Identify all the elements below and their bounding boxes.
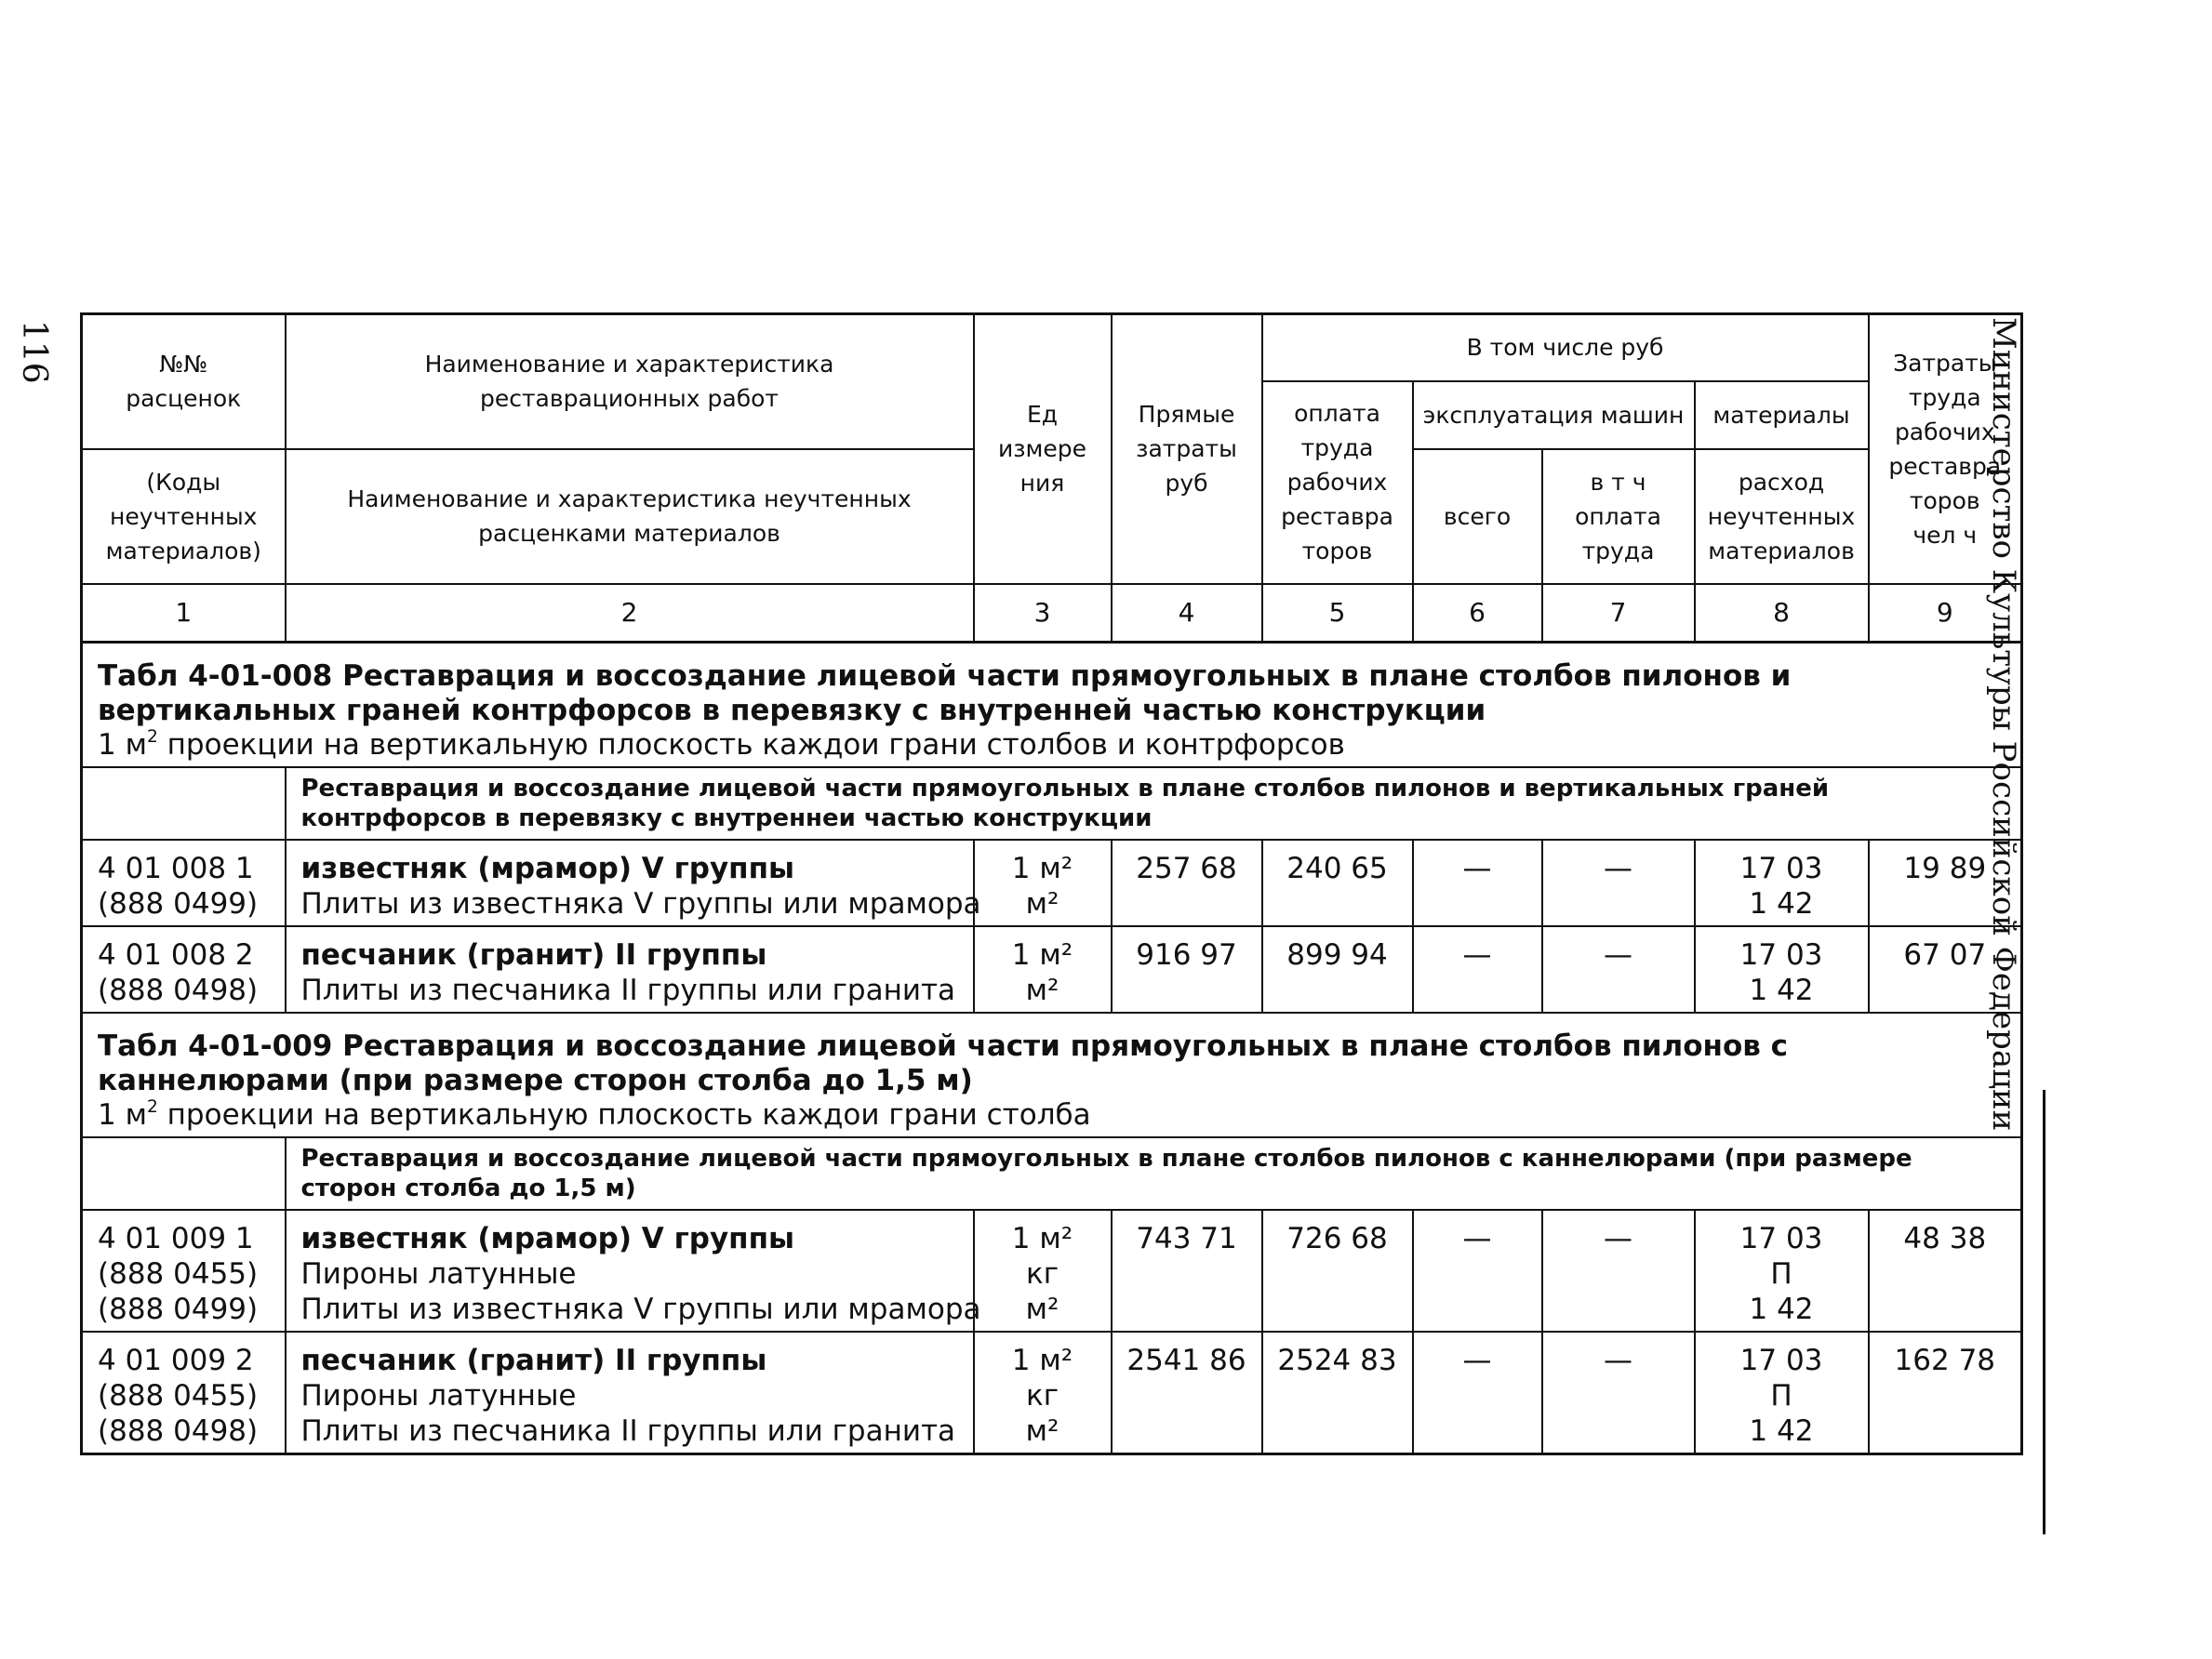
machines-total-cell	[1413, 1332, 1542, 1454]
header-machines-labor	[1542, 449, 1695, 584]
unit-cell	[974, 840, 1112, 926]
unit-text: 1 м	[98, 1097, 147, 1132]
header-line: материалов	[1708, 537, 1855, 564]
header-line: Ед	[1026, 401, 1059, 429]
column-number: 6	[1413, 584, 1542, 643]
header-lines	[83, 465, 285, 568]
header-line: ния	[1019, 470, 1065, 498]
cell-line: —	[1604, 851, 1632, 885]
labor-hours-cell	[1869, 1332, 2022, 1454]
header-line: оплата	[1294, 400, 1380, 427]
header-line: реставра	[1888, 452, 2002, 480]
machines-labor-cell	[1542, 926, 1695, 1013]
machines-labor-cell	[1542, 1210, 1695, 1332]
cell-line: Пироны латунные	[300, 1256, 577, 1291]
labor-hours-cell	[1869, 1210, 2022, 1332]
cell-line: 2541 86	[1126, 1343, 1246, 1377]
machines-total-cell	[1413, 1210, 1542, 1332]
section-header: Реставрация и воссоздание лицевой части прямоугольных в плане столбов пилонов с каннелюрами (при размере сторон столба до 1,5 м)	[286, 1137, 2022, 1210]
header-labor-pay	[1262, 381, 1413, 584]
item-name: известняк (мрамор) V группы	[300, 851, 795, 885]
labor-hours-cell	[1869, 840, 2022, 926]
cell-line: 17 03	[1739, 851, 1823, 885]
item-name: известняк (мрамор) V группы	[300, 1221, 795, 1255]
table-row	[82, 840, 2022, 926]
cell-line: 726 68	[1286, 1221, 1388, 1255]
name-cell	[286, 840, 981, 926]
table-row	[82, 926, 2022, 1013]
table-row	[82, 1210, 2022, 1332]
machines-labor-cell	[1542, 1332, 1695, 1454]
labor-hours-cell	[1869, 926, 2022, 1013]
cell-line: —	[1604, 937, 1632, 972]
table-unit	[98, 1098, 1091, 1132]
cell-line: П	[1770, 1256, 1792, 1291]
header-line: расценками материалов	[478, 520, 780, 547]
cell-line: 19 89	[1903, 851, 1987, 885]
empty-cell	[82, 767, 286, 840]
unit-text: проекции на вертикальную плоскость каждои грани столбов и контрфорсов	[157, 727, 1345, 762]
column-number: 7	[1542, 584, 1695, 643]
cell-line: м²	[1025, 886, 1059, 921]
cell-line: 4 01 008 1	[98, 851, 254, 885]
header-group: В том числе руб	[1262, 314, 1869, 381]
rates-table	[80, 312, 2023, 1455]
header-lines	[1543, 465, 1694, 568]
labor-pay-cell	[1262, 1332, 1413, 1454]
section-header: Реставрация и воссоздание лицевой части прямоугольных в плане столбов пилонов и вертикальных граней контрфорсов в перевязку с внутреннеи частью конструкции	[286, 767, 2022, 840]
header-line: торов	[1301, 538, 1373, 564]
cell-line: 1 42	[1749, 1413, 1814, 1448]
cell-line: 162 78	[1894, 1343, 1996, 1377]
direct-cost-cell	[1112, 1210, 1262, 1332]
column-number: 2	[286, 584, 974, 643]
table-row	[82, 1332, 2022, 1454]
cell-line: 1 м²	[1011, 1221, 1073, 1255]
item-name: песчаник (гранит) II группы	[300, 937, 767, 972]
header-lines	[1113, 397, 1261, 500]
cell-line: 257 68	[1136, 851, 1237, 885]
cell-line: Плиты из песчаника II группы или гранита	[300, 973, 956, 1007]
header-line: затраты	[1136, 435, 1237, 463]
cell-line: (888 0455)	[98, 1378, 259, 1413]
cell-line: 17 03	[1739, 1221, 1823, 1255]
header-line: рабочих	[1286, 469, 1388, 496]
cell-line: 4 01 008 2	[98, 937, 254, 972]
name-cell	[286, 1210, 981, 1332]
table-title-block	[82, 642, 2022, 767]
header-line: руб	[1165, 470, 1208, 498]
labor-pay-cell	[1262, 840, 1413, 926]
materials-cell	[1695, 1210, 1869, 1332]
header-lines	[83, 347, 285, 416]
header-line: торов	[1909, 486, 1980, 514]
empty-cell	[82, 1137, 286, 1210]
code-cell	[82, 1332, 286, 1454]
column-number: 5	[1262, 584, 1413, 643]
header-lines	[1263, 396, 1412, 568]
header-line: оплата	[1575, 502, 1661, 530]
cell-line: (888 0499)	[98, 1292, 259, 1326]
header-line: рабочих	[1894, 418, 1995, 445]
materials-cell	[1695, 1332, 1869, 1454]
cell-line: м²	[1025, 1413, 1059, 1448]
cell-line: 67 07	[1903, 937, 1987, 972]
machines-labor-cell	[1542, 840, 1695, 926]
cell-line: —	[1462, 851, 1492, 885]
header-lines	[286, 347, 973, 416]
header-line: (Коды	[146, 468, 221, 496]
header-line: Наименование и характеристика неучтенных	[347, 485, 912, 512]
cell-line: 1 м²	[1011, 937, 1073, 972]
side-title: Министерство Культуры Российской Федерации	[1985, 317, 2022, 1132]
cell-line: —	[1462, 937, 1492, 972]
column-number: 3	[974, 584, 1112, 643]
header-line: Затраты	[1893, 349, 1997, 377]
labor-pay-cell	[1262, 1210, 1413, 1332]
header-line: чел ч	[1912, 521, 1978, 549]
cell-line: (888 0499)	[98, 886, 259, 921]
name-cell	[286, 926, 974, 1013]
table-title-block	[82, 1013, 2022, 1137]
header-name-bottom	[286, 449, 974, 584]
table-unit	[98, 728, 1345, 762]
side-rule	[2043, 1090, 2045, 1534]
unit-cell	[974, 1210, 1112, 1332]
cell-line: —	[1604, 1343, 1632, 1377]
header-machines: эксплуатация машин	[1413, 381, 1695, 449]
header-line: расход	[1738, 468, 1825, 496]
direct-cost-cell	[1112, 1332, 1262, 1454]
cell-line: (888 0498)	[98, 1413, 259, 1448]
table-title: Табл 4-01-008 Реставрация и воссоздание лицевой части прямоугольных в плане столбов пилонов и вертикальных граней контрфорсов в перевязку с внутренней частью конструкции	[98, 658, 1792, 727]
cell-line: 48 38	[1903, 1221, 1987, 1255]
labor-pay-cell	[1262, 926, 1413, 1013]
cell-line: кг	[1025, 1256, 1059, 1291]
header-lines	[975, 397, 1111, 500]
cell-line: П	[1770, 1378, 1792, 1413]
direct-cost-cell	[1112, 840, 1262, 926]
cell-line: 1 м²	[1011, 1343, 1073, 1377]
unit-cell	[974, 1332, 1112, 1454]
page-number: 116	[15, 320, 53, 384]
code-cell	[82, 1210, 286, 1332]
cell-line: 743 71	[1136, 1221, 1237, 1255]
column-numbers-row	[82, 584, 2022, 643]
cell-line: Плиты из известняка V группы или мрамора	[300, 1292, 981, 1326]
header-codes-bottom	[82, 449, 286, 584]
cell-line: 1 м²	[1011, 851, 1073, 885]
cell-line: 4 01 009 2	[98, 1343, 254, 1377]
header-line: неучтенных	[1707, 502, 1856, 530]
cell-line: Плиты из песчаника II группы или гранита	[300, 1413, 956, 1448]
header-lines	[1870, 346, 2021, 552]
cell-line: 1 42	[1749, 886, 1814, 921]
header-machines-total: всего	[1413, 449, 1542, 584]
cell-line: 17 03	[1739, 937, 1823, 972]
cell-line: 240 65	[1286, 851, 1388, 885]
cell-line: —	[1462, 1221, 1492, 1255]
column-number: 9	[1869, 584, 2022, 643]
machines-total-cell	[1413, 926, 1542, 1013]
cell-line: 17 03	[1739, 1343, 1823, 1377]
header-lines	[286, 482, 973, 551]
column-number: 1	[82, 584, 286, 643]
unit-text: 1 м	[98, 727, 147, 762]
header-codes-top	[82, 314, 286, 449]
header-lines	[1696, 465, 1868, 568]
header-line: труда	[1908, 383, 1981, 411]
machines-total-cell	[1413, 840, 1542, 926]
cell-line: м²	[1025, 1292, 1059, 1326]
unit-superscript: 2	[146, 726, 158, 747]
header-line: материалов)	[105, 537, 261, 564]
header-unit	[974, 314, 1112, 584]
cell-line: кг	[1025, 1378, 1059, 1413]
cell-line: 4 01 009 1	[98, 1221, 254, 1255]
unit-cell	[974, 926, 1112, 1013]
header-line: №№	[159, 351, 208, 378]
cell-line: 899 94	[1286, 937, 1388, 972]
cell-line: —	[1462, 1343, 1492, 1377]
name-cell	[286, 1332, 974, 1454]
header-line: расценок	[126, 385, 242, 413]
header-line: труда	[1300, 434, 1374, 461]
header-line: неучтенных	[110, 502, 258, 530]
unit-text: проекции на вертикальную плоскость каждои грани столба	[157, 1097, 1091, 1132]
cell-line: м²	[1025, 973, 1059, 1007]
header-line: реставра	[1281, 503, 1393, 530]
item-name: песчаник (гранит) II группы	[300, 1343, 767, 1377]
materials-cell	[1695, 840, 1869, 926]
materials-cell	[1695, 926, 1869, 1013]
table-title: Табл 4-01-009 Реставрация и воссоздание лицевой части прямоугольных в плане столбов пилонов с каннелюрами (при размере сторон столба до 1,5 м)	[98, 1029, 1789, 1097]
cell-line: 916 97	[1136, 937, 1237, 972]
header-name-top	[286, 314, 974, 449]
direct-cost-cell	[1112, 926, 1262, 1013]
code-cell	[82, 840, 286, 926]
header-direct-costs	[1112, 314, 1262, 584]
header-line: Прямые	[1138, 401, 1235, 429]
header-materials-use	[1695, 449, 1869, 584]
column-number: 4	[1112, 584, 1262, 643]
cell-line: 1 42	[1749, 973, 1814, 1007]
cell-line: Пироны латунные	[300, 1378, 577, 1413]
unit-superscript: 2	[146, 1096, 158, 1117]
header-line: труда	[1581, 537, 1655, 564]
cell-line: 1 42	[1749, 1292, 1814, 1326]
cell-line: 2524 83	[1277, 1343, 1397, 1377]
header-labor-hours	[1869, 314, 2022, 584]
cell-line: —	[1604, 1221, 1632, 1255]
header-line: измере	[997, 435, 1087, 463]
header-materials: материалы	[1695, 381, 1869, 449]
cell-line: (888 0498)	[98, 973, 259, 1007]
code-cell	[82, 926, 286, 1013]
column-number: 8	[1695, 584, 1869, 643]
header-line: Наименование и характеристика	[424, 351, 834, 378]
header-line: реставрационных работ	[480, 385, 779, 413]
header-line: в т ч	[1590, 468, 1646, 496]
cell-line: (888 0455)	[98, 1256, 259, 1291]
cell-line: Плиты из известняка V группы или мрамора	[300, 886, 981, 921]
